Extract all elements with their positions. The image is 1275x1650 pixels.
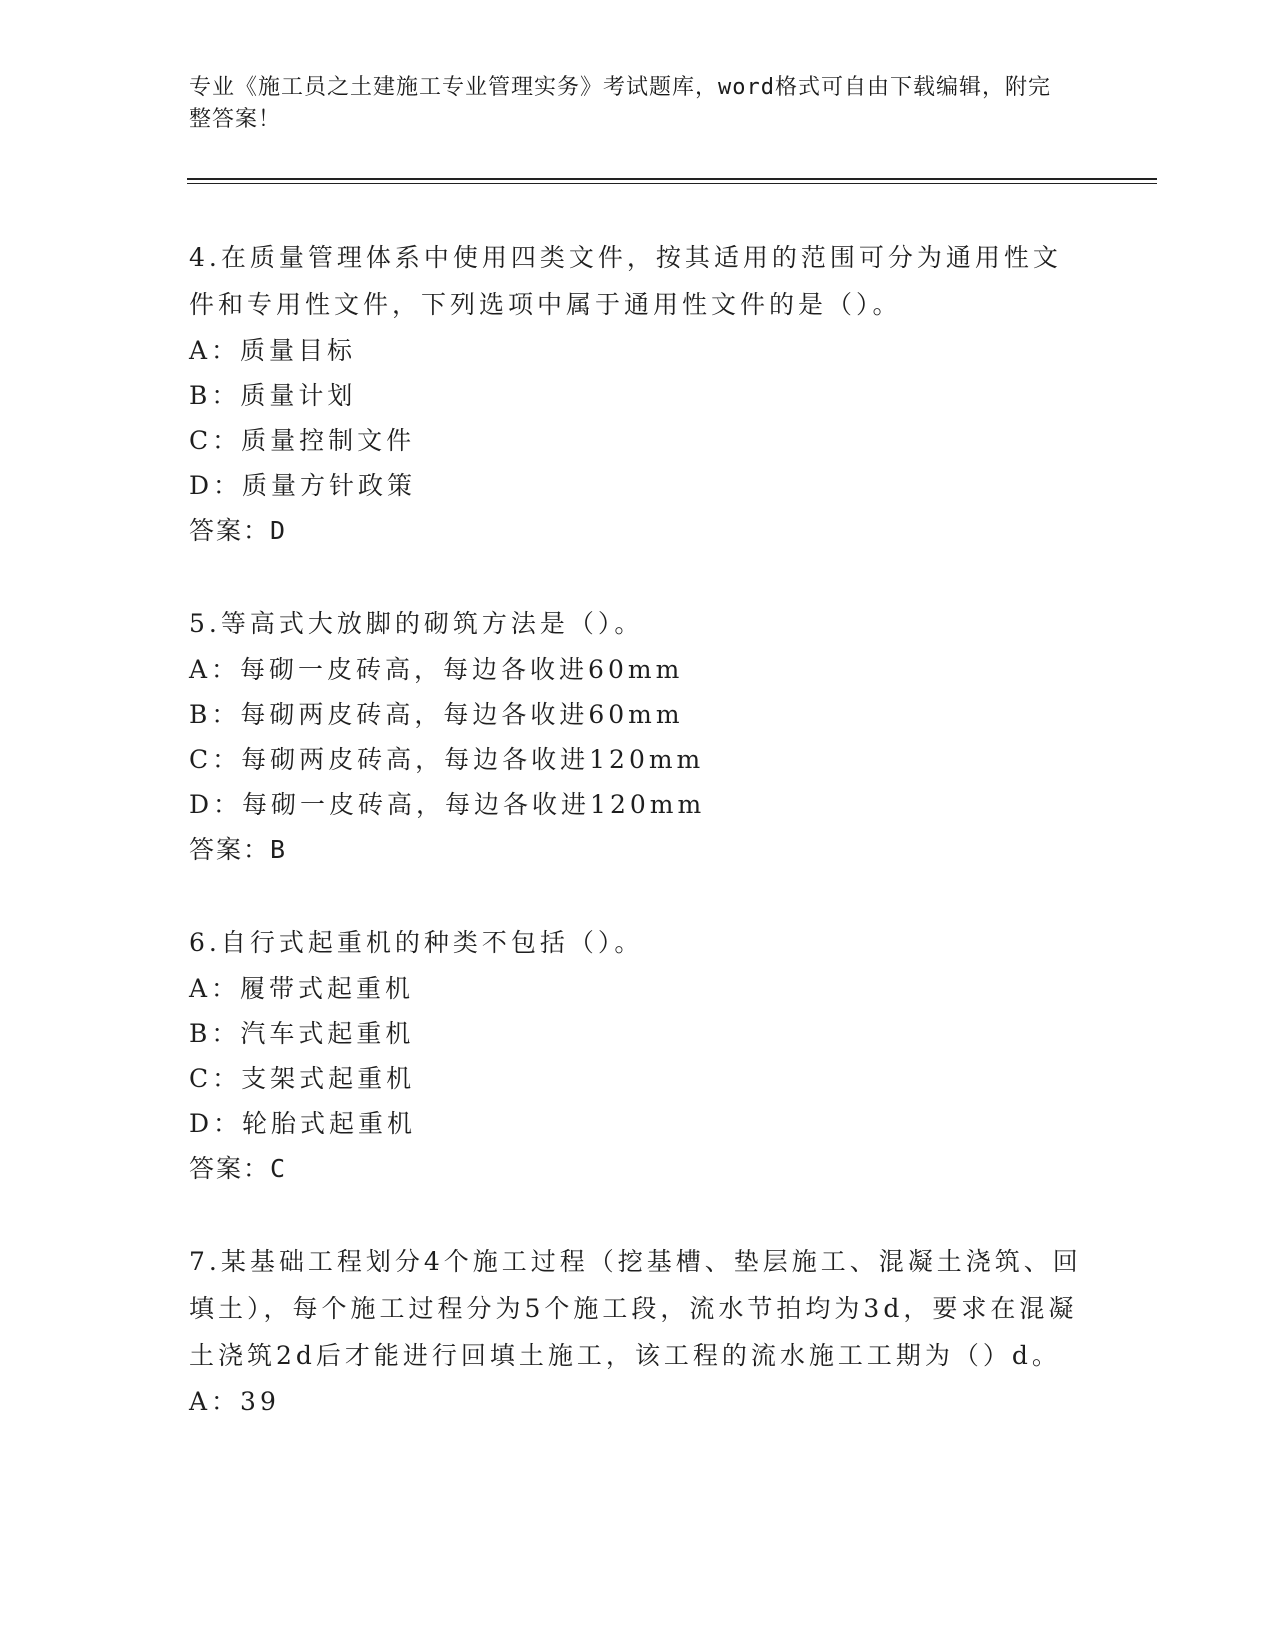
option-a: A：39 [189, 1387, 280, 1416]
option-b: B：质量计划 [189, 381, 357, 410]
question-list [189, 234, 1089, 1470]
question-stem: 7.某基础工程划分4个施工过程（挖基槽、垫层施工、混凝土浇筑、回填土），每个施工过程分为5个施工段，流水节拍均为3d，要求在混凝土浇筑2d后才能进行回填土施工，该工程的流水施工工期为（）d。 [189, 1247, 1082, 1370]
option-a: A：每砌一皮砖高，每边各收进60mm [189, 655, 684, 684]
question-5 [189, 600, 1089, 873]
option-c: C：质量控制文件 [189, 426, 416, 455]
option-b: B：汽车式起重机 [189, 1019, 415, 1048]
answer-line: 答案：C [189, 1154, 288, 1183]
question-6 [189, 919, 1089, 1192]
option-a: A：质量目标 [189, 336, 357, 365]
question-4 [189, 234, 1089, 554]
question-stem: 5.等高式大放脚的砌筑方法是（）。 [189, 609, 644, 638]
question-7 [189, 1238, 1089, 1424]
option-c: C：每砌两皮砖高，每边各收进120mm [189, 745, 705, 774]
header-divider-thin [187, 183, 1157, 184]
option-d: D：轮胎式起重机 [189, 1109, 417, 1138]
answer-line: 答案：B [189, 835, 288, 864]
answer-line: 答案：D [189, 516, 288, 545]
question-stem: 6.自行式起重机的种类不包括（）。 [189, 928, 644, 957]
option-b: B：每砌两皮砖高，每边各收进60mm [189, 700, 684, 729]
option-d: D：质量方针政策 [189, 471, 417, 500]
option-d: D：每砌一皮砖高，每边各收进120mm [189, 790, 706, 819]
header-divider-thick [187, 178, 1157, 180]
option-c: C：支架式起重机 [189, 1064, 416, 1093]
question-stem: 4.在质量管理体系中使用四类文件，按其适用的范围可分为通用性文件和专用性文件，下列选项中属于通用性文件的是（）。 [189, 243, 1062, 319]
document-intro: 专业《施工员之土建施工专业管理实务》考试题库，word格式可自由下载编辑，附完整答案！ [189, 75, 1051, 132]
option-a: A：履带式起重机 [189, 974, 415, 1003]
